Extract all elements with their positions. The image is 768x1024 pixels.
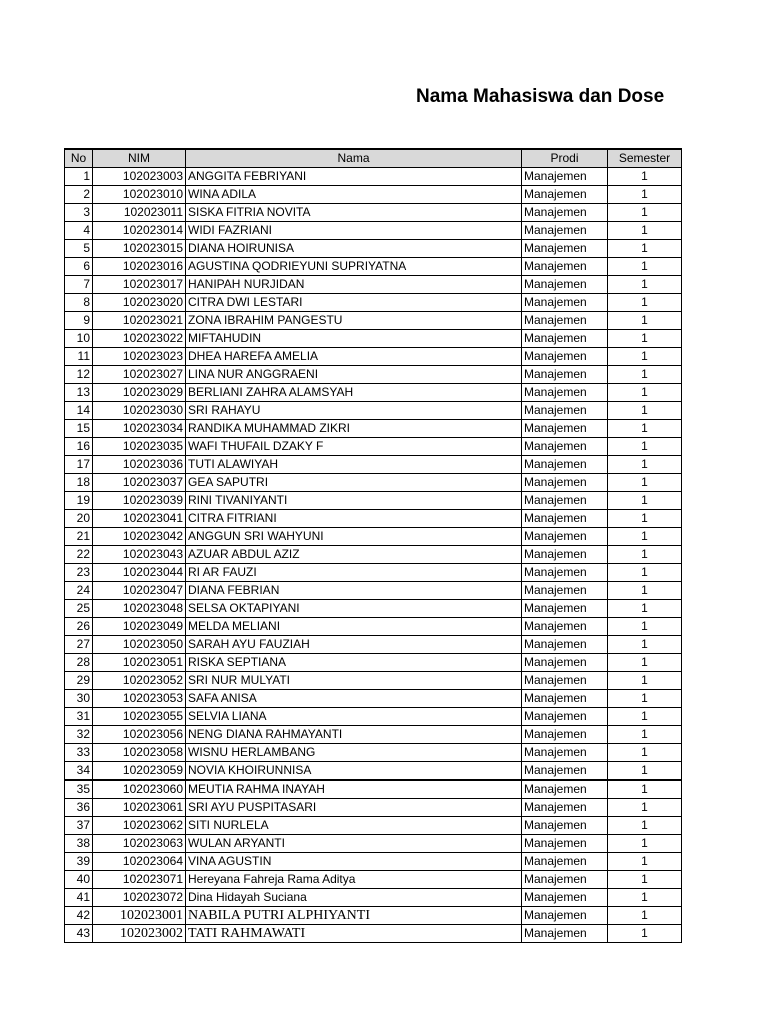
cell-no: 41 — [65, 889, 93, 907]
cell-nim: 102023021 — [93, 312, 186, 330]
cell-nim: 102023061 — [93, 799, 186, 817]
cell-nim: 102023015 — [93, 240, 186, 258]
cell-nim: 102023049 — [93, 618, 186, 636]
cell-nim: 102023072 — [93, 889, 186, 907]
cell-no: 13 — [65, 384, 93, 402]
cell-nama: HANIPAH NURJIDAN — [186, 276, 522, 294]
cell-no: 4 — [65, 222, 93, 240]
cell-semester: 1 — [608, 456, 682, 474]
cell-nim: 102023002 — [93, 925, 186, 943]
cell-no: 32 — [65, 726, 93, 744]
cell-prodi: Manajemen — [522, 762, 608, 781]
table-row — [65, 204, 682, 222]
cell-semester: 1 — [608, 402, 682, 420]
cell-semester: 1 — [608, 186, 682, 204]
cell-semester: 1 — [608, 240, 682, 258]
cell-semester: 1 — [608, 222, 682, 240]
cell-prodi: Manajemen — [522, 222, 608, 240]
cell-no: 15 — [65, 420, 93, 438]
cell-prodi: Manajemen — [522, 348, 608, 366]
cell-semester: 1 — [608, 312, 682, 330]
cell-nim: 102023042 — [93, 528, 186, 546]
cell-nama: TUTI ALAWIYAH — [186, 456, 522, 474]
cell-prodi: Manajemen — [522, 582, 608, 600]
cell-nim: 102023034 — [93, 420, 186, 438]
cell-nim: 102023027 — [93, 366, 186, 384]
cell-nim: 102023062 — [93, 817, 186, 835]
cell-nama: SITI NURLELA — [186, 817, 522, 835]
cell-nama: VINA AGUSTIN — [186, 853, 522, 871]
cell-no: 19 — [65, 492, 93, 510]
cell-nim: 102023043 — [93, 546, 186, 564]
table-row — [65, 654, 682, 672]
table-row — [65, 348, 682, 366]
cell-nim: 102023058 — [93, 744, 186, 762]
table-row — [65, 438, 682, 456]
cell-nim: 102023056 — [93, 726, 186, 744]
cell-prodi: Manajemen — [522, 871, 608, 889]
cell-prodi: Manajemen — [522, 780, 608, 799]
cell-semester: 1 — [608, 853, 682, 871]
cell-no: 5 — [65, 240, 93, 258]
table-body — [65, 168, 682, 943]
cell-semester: 1 — [608, 762, 682, 781]
cell-nama: DIANA HOIRUNISA — [186, 240, 522, 258]
cell-prodi: Manajemen — [522, 204, 608, 222]
header-row — [65, 149, 682, 168]
cell-nama: NENG DIANA RAHMAYANTI — [186, 726, 522, 744]
cell-nama: MEUTIA RAHMA INAYAH — [186, 780, 522, 799]
table-row — [65, 546, 682, 564]
table-row — [65, 492, 682, 510]
cell-no: 16 — [65, 438, 93, 456]
cell-nim: 102023014 — [93, 222, 186, 240]
cell-nama: WINA ADILA — [186, 186, 522, 204]
cell-nama: RINI TIVANIYANTI — [186, 492, 522, 510]
cell-prodi: Manajemen — [522, 907, 608, 925]
cell-semester: 1 — [608, 438, 682, 456]
cell-no: 14 — [65, 402, 93, 420]
table-row — [65, 835, 682, 853]
cell-prodi: Manajemen — [522, 168, 608, 186]
cell-semester: 1 — [608, 654, 682, 672]
cell-nama: WIDI FAZRIANI — [186, 222, 522, 240]
cell-nim: 102023052 — [93, 672, 186, 690]
table-row — [65, 817, 682, 835]
cell-no: 3 — [65, 204, 93, 222]
cell-prodi: Manajemen — [522, 744, 608, 762]
cell-semester: 1 — [608, 528, 682, 546]
cell-no: 23 — [65, 564, 93, 582]
cell-prodi: Manajemen — [522, 618, 608, 636]
cell-semester: 1 — [608, 600, 682, 618]
cell-nama: DIANA FEBRIAN — [186, 582, 522, 600]
student-table — [64, 148, 682, 943]
cell-nama: SARAH AYU FAUZIAH — [186, 636, 522, 654]
cell-prodi: Manajemen — [522, 925, 608, 943]
cell-prodi: Manajemen — [522, 384, 608, 402]
table-row — [65, 186, 682, 204]
cell-nim: 102023010 — [93, 186, 186, 204]
cell-semester: 1 — [608, 510, 682, 528]
cell-prodi: Manajemen — [522, 186, 608, 204]
cell-nama: CITRA FITRIANI — [186, 510, 522, 528]
cell-nim: 102023060 — [93, 780, 186, 799]
cell-semester: 1 — [608, 564, 682, 582]
cell-nama: SELVIA LIANA — [186, 708, 522, 726]
cell-prodi: Manajemen — [522, 258, 608, 276]
table-row — [65, 907, 682, 925]
cell-semester: 1 — [608, 835, 682, 853]
cell-prodi: Manajemen — [522, 600, 608, 618]
cell-nim: 102023029 — [93, 384, 186, 402]
cell-nim: 102023055 — [93, 708, 186, 726]
cell-no: 26 — [65, 618, 93, 636]
table-row — [65, 925, 682, 943]
cell-nim: 102023003 — [93, 168, 186, 186]
cell-nama: AGUSTINA QODRIEYUNI SUPRIYATNA — [186, 258, 522, 276]
table-row — [65, 222, 682, 240]
table-row — [65, 726, 682, 744]
cell-nim: 102023036 — [93, 456, 186, 474]
table-row — [65, 744, 682, 762]
cell-no: 8 — [65, 294, 93, 312]
cell-semester: 1 — [608, 276, 682, 294]
header-no: No — [65, 149, 93, 168]
cell-prodi: Manajemen — [522, 835, 608, 853]
table-row — [65, 780, 682, 799]
table-row — [65, 258, 682, 276]
cell-semester: 1 — [608, 636, 682, 654]
cell-nim: 102023071 — [93, 871, 186, 889]
cell-nama: GEA SAPUTRI — [186, 474, 522, 492]
cell-no: 20 — [65, 510, 93, 528]
cell-no: 29 — [65, 672, 93, 690]
cell-semester: 1 — [608, 258, 682, 276]
cell-no: 2 — [65, 186, 93, 204]
cell-nim: 102023030 — [93, 402, 186, 420]
cell-no: 36 — [65, 799, 93, 817]
cell-nim: 102023011 — [93, 204, 186, 222]
cell-prodi: Manajemen — [522, 420, 608, 438]
cell-nim: 102023039 — [93, 492, 186, 510]
cell-prodi: Manajemen — [522, 402, 608, 420]
table-row — [65, 582, 682, 600]
table-row — [65, 294, 682, 312]
cell-no: 34 — [65, 762, 93, 781]
cell-nama: CITRA DWI LESTARI — [186, 294, 522, 312]
cell-nim: 102023023 — [93, 348, 186, 366]
table-row — [65, 871, 682, 889]
cell-nim: 102023059 — [93, 762, 186, 781]
cell-nama: SRI RAHAYU — [186, 402, 522, 420]
cell-no: 43 — [65, 925, 93, 943]
cell-no: 33 — [65, 744, 93, 762]
cell-semester: 1 — [608, 546, 682, 564]
cell-nama: SISKA FITRIA NOVITA — [186, 204, 522, 222]
cell-prodi: Manajemen — [522, 546, 608, 564]
header-nim: NIM — [93, 149, 186, 168]
table-row — [65, 618, 682, 636]
table-row — [65, 330, 682, 348]
cell-no: 24 — [65, 582, 93, 600]
table-row — [65, 672, 682, 690]
cell-nim: 102023016 — [93, 258, 186, 276]
cell-nama: NOVIA KHOIRUNNISA — [186, 762, 522, 781]
table-row — [65, 690, 682, 708]
cell-nim: 102023064 — [93, 853, 186, 871]
cell-nama: LINA NUR ANGGRAENI — [186, 366, 522, 384]
table-row — [65, 762, 682, 781]
cell-no: 39 — [65, 853, 93, 871]
cell-no: 40 — [65, 871, 93, 889]
cell-nama: MELDA MELIANI — [186, 618, 522, 636]
cell-nama: ANGGITA FEBRIYANI — [186, 168, 522, 186]
cell-prodi: Manajemen — [522, 654, 608, 672]
table-row — [65, 600, 682, 618]
cell-prodi: Manajemen — [522, 492, 608, 510]
cell-nim: 102023037 — [93, 474, 186, 492]
cell-no: 11 — [65, 348, 93, 366]
cell-prodi: Manajemen — [522, 708, 608, 726]
cell-prodi: Manajemen — [522, 817, 608, 835]
cell-prodi: Manajemen — [522, 636, 608, 654]
table-row — [65, 510, 682, 528]
cell-nim: 102023044 — [93, 564, 186, 582]
cell-no: 6 — [65, 258, 93, 276]
cell-nim: 102023063 — [93, 835, 186, 853]
table-row — [65, 889, 682, 907]
table-row — [65, 528, 682, 546]
cell-semester: 1 — [608, 330, 682, 348]
cell-nama: SELSA OKTAPIYANI — [186, 600, 522, 618]
cell-semester: 1 — [608, 799, 682, 817]
table-row — [65, 384, 682, 402]
cell-semester: 1 — [608, 204, 682, 222]
table-row — [65, 564, 682, 582]
table-row — [65, 474, 682, 492]
cell-nama: BERLIANI ZAHRA ALAMSYAH — [186, 384, 522, 402]
cell-nim: 102023048 — [93, 600, 186, 618]
cell-nama: Dina Hidayah Suciana — [186, 889, 522, 907]
cell-prodi: Manajemen — [522, 853, 608, 871]
table-row — [65, 853, 682, 871]
cell-no: 10 — [65, 330, 93, 348]
cell-nama: Hereyana Fahreja Rama Aditya — [186, 871, 522, 889]
cell-prodi: Manajemen — [522, 726, 608, 744]
cell-prodi: Manajemen — [522, 456, 608, 474]
cell-semester: 1 — [608, 672, 682, 690]
cell-semester: 1 — [608, 618, 682, 636]
cell-semester: 1 — [608, 492, 682, 510]
cell-semester: 1 — [608, 907, 682, 925]
cell-prodi: Manajemen — [522, 889, 608, 907]
cell-semester: 1 — [608, 168, 682, 186]
cell-prodi: Manajemen — [522, 564, 608, 582]
cell-no: 30 — [65, 690, 93, 708]
header-semester: Semester — [608, 149, 682, 168]
cell-nama: RANDIKA MUHAMMAD ZIKRI — [186, 420, 522, 438]
cell-no: 12 — [65, 366, 93, 384]
cell-no: 35 — [65, 780, 93, 799]
cell-semester: 1 — [608, 348, 682, 366]
cell-semester: 1 — [608, 690, 682, 708]
cell-nim: 102023053 — [93, 690, 186, 708]
table-row — [65, 402, 682, 420]
cell-nim: 102023020 — [93, 294, 186, 312]
cell-semester: 1 — [608, 474, 682, 492]
cell-prodi: Manajemen — [522, 690, 608, 708]
cell-prodi: Manajemen — [522, 474, 608, 492]
table-row — [65, 708, 682, 726]
cell-no: 9 — [65, 312, 93, 330]
cell-nim: 102023017 — [93, 276, 186, 294]
cell-semester: 1 — [608, 582, 682, 600]
cell-no: 27 — [65, 636, 93, 654]
cell-nim: 102023001 — [93, 907, 186, 925]
cell-no: 38 — [65, 835, 93, 853]
cell-no: 28 — [65, 654, 93, 672]
cell-no: 42 — [65, 907, 93, 925]
cell-no: 21 — [65, 528, 93, 546]
cell-prodi: Manajemen — [522, 799, 608, 817]
table-row — [65, 240, 682, 258]
cell-no: 31 — [65, 708, 93, 726]
cell-prodi: Manajemen — [522, 330, 608, 348]
cell-semester: 1 — [608, 384, 682, 402]
table-row — [65, 366, 682, 384]
cell-semester: 1 — [608, 708, 682, 726]
cell-semester: 1 — [608, 780, 682, 799]
cell-no: 1 — [65, 168, 93, 186]
cell-nama: RISKA SEPTIANA — [186, 654, 522, 672]
cell-prodi: Manajemen — [522, 528, 608, 546]
cell-nim: 102023050 — [93, 636, 186, 654]
cell-nama: SAFA ANISA — [186, 690, 522, 708]
cell-nama: NABILA PUTRI ALPHIYANTI — [186, 907, 522, 925]
cell-nama: AZUAR ABDUL AZIZ — [186, 546, 522, 564]
cell-prodi: Manajemen — [522, 294, 608, 312]
cell-nama: RI AR FAUZI — [186, 564, 522, 582]
cell-semester: 1 — [608, 744, 682, 762]
cell-nim: 102023022 — [93, 330, 186, 348]
cell-nim: 102023035 — [93, 438, 186, 456]
cell-nama: TATI RAHMAWATI — [186, 925, 522, 943]
cell-semester: 1 — [608, 726, 682, 744]
table-row — [65, 799, 682, 817]
header-nama: Nama — [186, 149, 522, 168]
table-row — [65, 312, 682, 330]
cell-nama: MIFTAHUDIN — [186, 330, 522, 348]
cell-nama: WULAN ARYANTI — [186, 835, 522, 853]
cell-nama: SRI AYU PUSPITASARI — [186, 799, 522, 817]
cell-nim: 102023047 — [93, 582, 186, 600]
table-row — [65, 168, 682, 186]
table-row — [65, 420, 682, 438]
cell-nim: 102023041 — [93, 510, 186, 528]
page-title: Nama Mahasiswa dan Dose — [416, 86, 665, 107]
cell-nama: DHEA HAREFA AMELIA — [186, 348, 522, 366]
cell-prodi: Manajemen — [522, 510, 608, 528]
cell-semester: 1 — [608, 366, 682, 384]
cell-no: 37 — [65, 817, 93, 835]
cell-prodi: Manajemen — [522, 276, 608, 294]
cell-nama: ANGGUN SRI WAHYUNI — [186, 528, 522, 546]
cell-semester: 1 — [608, 817, 682, 835]
cell-prodi: Manajemen — [522, 438, 608, 456]
cell-semester: 1 — [608, 420, 682, 438]
cell-no: 22 — [65, 546, 93, 564]
cell-nama: SRI NUR MULYATI — [186, 672, 522, 690]
cell-no: 7 — [65, 276, 93, 294]
cell-semester: 1 — [608, 925, 682, 943]
cell-nim: 102023051 — [93, 654, 186, 672]
table-row — [65, 456, 682, 474]
cell-semester: 1 — [608, 871, 682, 889]
cell-no: 17 — [65, 456, 93, 474]
cell-prodi: Manajemen — [522, 366, 608, 384]
header-prodi: Prodi — [522, 149, 608, 168]
cell-prodi: Manajemen — [522, 312, 608, 330]
cell-nama: WISNU HERLAMBANG — [186, 744, 522, 762]
cell-no: 18 — [65, 474, 93, 492]
cell-semester: 1 — [608, 294, 682, 312]
table-row — [65, 276, 682, 294]
cell-no: 25 — [65, 600, 93, 618]
table-row — [65, 636, 682, 654]
cell-nama: ZONA IBRAHIM PANGESTU — [186, 312, 522, 330]
cell-nama: WAFI THUFAIL DZAKY F — [186, 438, 522, 456]
cell-prodi: Manajemen — [522, 240, 608, 258]
cell-prodi: Manajemen — [522, 672, 608, 690]
cell-semester: 1 — [608, 889, 682, 907]
